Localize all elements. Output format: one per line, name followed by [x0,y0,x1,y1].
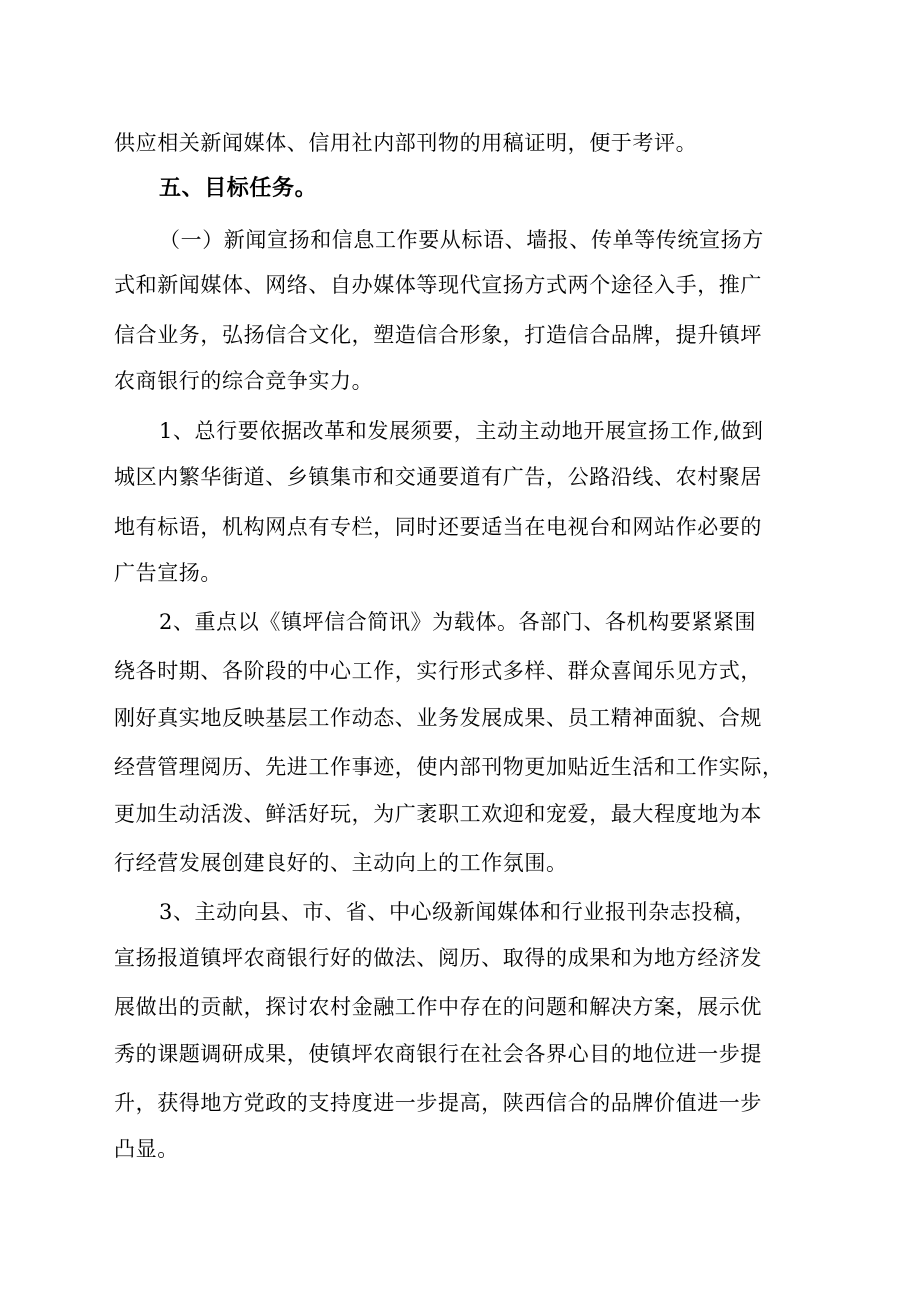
paragraph-line: 式和新闻媒体、网络、自办媒体等现代宣扬方式两个途径入手，推广 [114,273,762,297]
paragraph-line: 经营管理阅历、先进工作事迹，使内部刊物更加贴近生活和工作实际， [114,755,784,779]
paragraph-line: 地有标语，机构网点有专栏，同时还要适当在电视台和网站作必要的 [114,515,762,539]
paragraph-line: 刚好真实地反映基层工作动态、业务发展成果、员工精神面貌、合规 [114,706,762,730]
paragraph-line: （一）新闻宣扬和信息工作要从标语、墙报、传单等传统宣扬方 [159,228,764,252]
paragraph-line: 凸显。 [114,1137,179,1161]
paragraph-line: 2、重点以《镇坪信合简讯》为载体。各部门、各机构要紧紧围 [159,610,757,634]
section-heading: 五、目标任务。 [159,175,318,201]
paragraph-line: 秀的课题调研成果，使镇坪农商银行在社会各界心目的地位进一步提 [114,1042,762,1066]
paragraph-line: 城区内繁华街道、乡镇集市和交通要道有广告，公路沿线、农村聚居 [114,465,762,489]
paragraph-line: 绕各时期、各阶段的中心工作，实行形式多样、群众喜闻乐见方式， [114,659,762,683]
paragraph-line: 展做出的贡献，探讨农村金融工作中存在的问题和解决方案，展示优 [114,995,762,1019]
paragraph-line: 广告宣扬。 [114,561,222,585]
paragraph-line: 行经营发展创建良好的、主动向上的工作氛围。 [114,851,568,875]
paragraph-line: 农商银行的综合竞争实力。 [114,369,374,393]
intro-tail-line: 供应相关新闻媒体、信用社内部刊物的用稿证明，便于考评。 [114,131,698,155]
paragraph-line: 信合业务，弘扬信合文化，塑造信合形象，打造信合品牌，提升镇坪 [114,323,762,347]
paragraph-line: 3、主动向县、市、省、中心级新闻媒体和行业报刊杂志投稿， [159,900,757,924]
paragraph-line: 1、总行要依据改革和发展须要，主动主动地开展宣扬工作,做到 [159,419,764,443]
paragraph-line: 升，获得地方党政的支持度进一步提高，陕西信合的品牌价值进一步 [114,1091,762,1115]
paragraph-line: 更加生动活泼、鲜活好玩，为广袤职工欢迎和宠爱，最大程度地为本 [114,802,762,826]
paragraph-line: 宣扬报道镇坪农商银行好的做法、阅历、取得的成果和为地方经济发 [114,946,762,970]
